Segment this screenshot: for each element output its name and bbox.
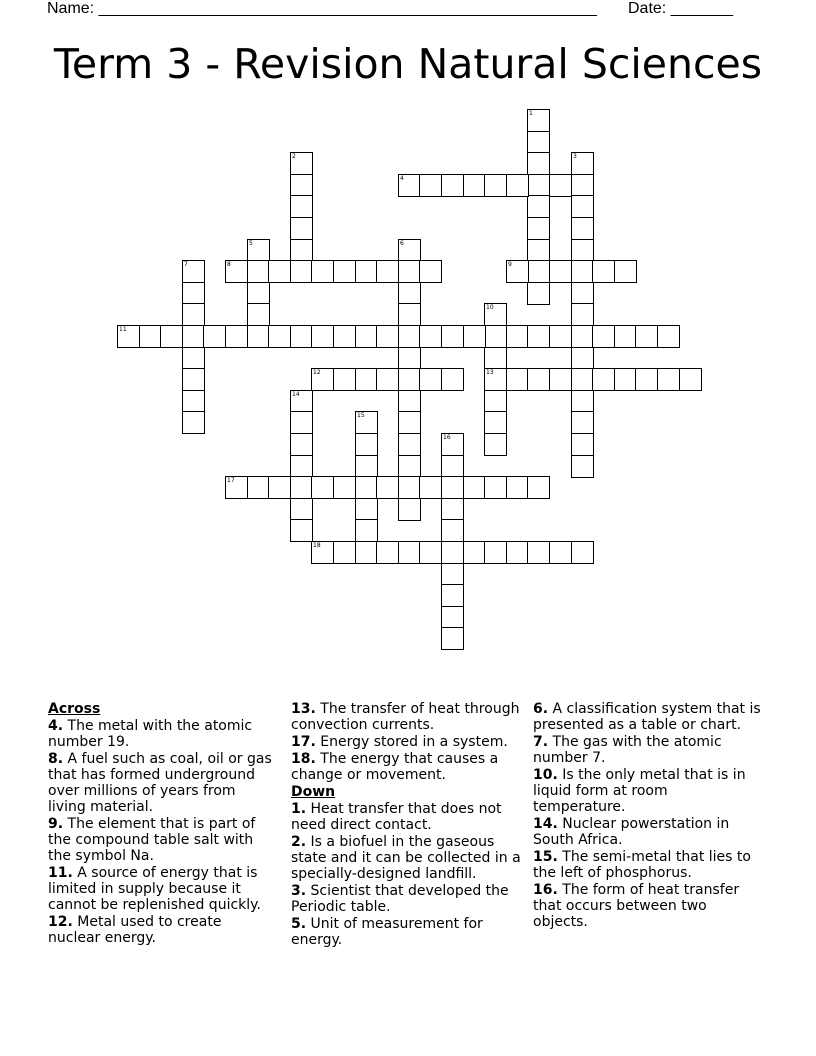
grid-cell[interactable] [355, 411, 378, 434]
grid-cell[interactable] [657, 368, 680, 391]
grid-cell[interactable] [527, 368, 550, 391]
grid-cell[interactable] [355, 368, 378, 391]
clue-number: 17 [227, 477, 235, 484]
clue-text: Scientist that developed the Periodic table. [291, 883, 509, 915]
grid-cell[interactable] [203, 325, 226, 348]
clue-number: 8 [227, 261, 231, 268]
grid-cell[interactable] [355, 433, 378, 456]
clue-number: 13 [486, 369, 494, 376]
grid-cell[interactable] [571, 433, 594, 456]
clue-number-label: 17. [291, 734, 316, 750]
clue-item [291, 801, 523, 833]
clue-text: Energy stored in a system. [315, 734, 508, 750]
clue-number-label: 14. [533, 816, 558, 832]
grid-cell[interactable] [290, 476, 313, 499]
grid-cell[interactable] [549, 325, 572, 348]
grid-cell[interactable] [441, 455, 464, 478]
grid-cell[interactable] [182, 411, 205, 434]
clue-item [533, 816, 763, 848]
grid-cell[interactable] [571, 541, 594, 564]
grid-cell[interactable] [398, 498, 421, 521]
grid-cell[interactable] [527, 282, 550, 305]
grid-cell[interactable] [592, 325, 615, 348]
grid-cell[interactable] [247, 325, 270, 348]
grid-cell[interactable] [290, 195, 313, 218]
clue-item [48, 865, 273, 913]
grid-cell[interactable] [311, 260, 334, 283]
clue-text: A fuel such as coal, oil or gas that has formed underground over millions of years from living material. [48, 751, 272, 815]
grid-cell[interactable] [506, 541, 529, 564]
grid-cell[interactable] [527, 152, 550, 175]
grid-cell[interactable] [441, 174, 464, 197]
grid-cell[interactable] [311, 325, 334, 348]
grid-cell[interactable] [549, 260, 572, 283]
grid-cell[interactable] [376, 476, 399, 499]
grid-cell[interactable] [484, 390, 507, 413]
grid-cell[interactable] [441, 519, 464, 542]
grid-cell[interactable] [247, 476, 270, 499]
grid-cell[interactable] [463, 476, 486, 499]
grid-cell[interactable] [398, 347, 421, 370]
clue-number-label: 3. [291, 883, 307, 899]
grid-cell[interactable] [527, 325, 550, 348]
grid-cell[interactable] [311, 541, 334, 564]
grid-cell[interactable] [333, 368, 356, 391]
clue-item [291, 751, 523, 783]
grid-cell[interactable] [527, 195, 550, 218]
clue-text: The form of heat transfer that occurs between two objects. [533, 882, 740, 930]
clue-number: 5 [249, 240, 253, 247]
grid-cell[interactable] [635, 368, 658, 391]
grid-cell[interactable] [311, 368, 334, 391]
name-field[interactable]: Name: ________________________________________________________ [47, 0, 597, 17]
clue-number: 12 [313, 369, 321, 376]
clue-number: 2 [292, 153, 296, 160]
clue-number-label: 10. [533, 767, 558, 783]
clue-number: 4 [400, 175, 404, 182]
clue-text: The element that is part of the compound table salt with the symbol Na. [48, 816, 256, 864]
grid-cell[interactable] [398, 455, 421, 478]
grid-cell[interactable] [355, 519, 378, 542]
grid-cell[interactable] [463, 174, 486, 197]
grid-cell[interactable] [441, 606, 464, 629]
clue-number-label: 13. [291, 701, 316, 717]
clue-text: Is a biofuel in the gaseous state and it can be collected in a specially-designed landfill. [291, 834, 521, 882]
clue-number: 9 [508, 261, 512, 268]
grid-cell[interactable] [527, 109, 550, 132]
grid-cell[interactable] [398, 476, 421, 499]
clue-number-label: 12. [48, 914, 73, 930]
clue-number: 10 [486, 304, 494, 311]
across-clue-list [48, 718, 273, 946]
grid-cell[interactable] [160, 325, 183, 348]
clues-column-1 [48, 701, 273, 947]
grid-cell[interactable] [290, 174, 313, 197]
clue-number: 6 [400, 240, 404, 247]
grid-cell[interactable] [333, 325, 356, 348]
grid-cell[interactable] [419, 325, 442, 348]
grid-cell[interactable] [419, 174, 442, 197]
grid-cell[interactable] [398, 174, 421, 197]
grid-cell[interactable] [484, 368, 507, 391]
grid-cell[interactable] [527, 131, 550, 154]
grid-cell[interactable] [441, 433, 464, 456]
grid-cell[interactable] [441, 584, 464, 607]
grid-cell[interactable] [441, 368, 464, 391]
clue-item [48, 914, 273, 946]
clue-text: The energy that causes a change or movement. [291, 751, 499, 783]
grid-cell[interactable] [571, 174, 594, 197]
clue-number: 7 [184, 261, 188, 268]
grid-cell[interactable] [484, 325, 507, 348]
grid-cell[interactable] [571, 303, 594, 326]
grid-cell[interactable] [484, 433, 507, 456]
clue-text: The semi-metal that lies to the left of phosphorus. [533, 849, 751, 881]
down-clue-list [291, 801, 523, 948]
grid-cell[interactable] [549, 174, 572, 197]
grid-cell[interactable] [571, 347, 594, 370]
grid-cell[interactable] [355, 541, 378, 564]
grid-cell[interactable] [614, 368, 637, 391]
clue-item [291, 883, 523, 915]
grid-cell[interactable] [506, 174, 529, 197]
clue-text: Heat transfer that does not need direct contact. [291, 801, 502, 833]
grid-cell[interactable] [182, 303, 205, 326]
grid-cell[interactable] [333, 476, 356, 499]
grid-cell[interactable] [139, 325, 162, 348]
grid-cell[interactable] [527, 476, 550, 499]
clues-column-2 [291, 701, 523, 949]
clue-number: 15 [357, 412, 365, 419]
grid-cell[interactable] [441, 476, 464, 499]
clues-column-3 [533, 701, 763, 931]
grid-cell[interactable] [290, 260, 313, 283]
grid-cell[interactable] [333, 260, 356, 283]
grid-cell[interactable] [441, 541, 464, 564]
date-field[interactable]: Date: _______ [628, 0, 733, 17]
grid-cell[interactable] [484, 303, 507, 326]
clue-number-label: 18. [291, 751, 316, 767]
grid-cell[interactable] [484, 347, 507, 370]
grid-cell[interactable] [571, 411, 594, 434]
grid-cell[interactable] [398, 433, 421, 456]
grid-cell[interactable] [290, 152, 313, 175]
grid-cell[interactable] [247, 239, 270, 262]
grid-cell[interactable] [376, 325, 399, 348]
grid-cell[interactable] [484, 541, 507, 564]
grid-cell[interactable] [247, 282, 270, 305]
clue-number: 14 [292, 391, 300, 398]
grid-cell[interactable] [398, 368, 421, 391]
grid-cell[interactable] [333, 541, 356, 564]
grid-cell[interactable] [355, 455, 378, 478]
across-clue-list-continued [291, 701, 523, 783]
grid-cell[interactable] [182, 390, 205, 413]
grid-cell[interactable] [225, 325, 248, 348]
page-title: Term 3 - Revision Natural Sciences [53, 40, 763, 88]
grid-cell[interactable] [268, 260, 291, 283]
grid-cell[interactable] [290, 498, 313, 521]
grid-cell[interactable] [506, 368, 529, 391]
clue-number-label: 15. [533, 849, 558, 865]
grid-cell[interactable] [549, 368, 572, 391]
grid-cell[interactable] [527, 217, 550, 240]
clue-number-label: 9. [48, 816, 64, 832]
grid-cell[interactable] [311, 476, 334, 499]
grid-cell[interactable] [355, 476, 378, 499]
grid-cell[interactable] [247, 260, 270, 283]
clue-number-label: 4. [48, 718, 64, 734]
grid-cell[interactable] [419, 368, 442, 391]
grid-cell[interactable] [225, 260, 248, 283]
clue-text: The metal with the atomic number 19. [48, 718, 253, 750]
clue-item [291, 834, 523, 882]
clue-item [533, 849, 763, 881]
grid-cell[interactable] [398, 303, 421, 326]
grid-cell[interactable] [290, 390, 313, 413]
grid-cell[interactable] [290, 519, 313, 542]
grid-cell[interactable] [527, 541, 550, 564]
grid-cell[interactable] [355, 325, 378, 348]
grid-cell[interactable] [571, 217, 594, 240]
grid-cell[interactable] [182, 325, 205, 348]
grid-cell[interactable] [398, 411, 421, 434]
grid-cell[interactable] [592, 368, 615, 391]
grid-cell[interactable] [571, 390, 594, 413]
clue-item [48, 816, 273, 864]
header [47, 0, 747, 20]
grid-cell[interactable] [635, 325, 658, 348]
grid-cell[interactable] [398, 325, 421, 348]
grid-cell[interactable] [484, 476, 507, 499]
across-heading: Across [48, 701, 101, 717]
grid-cell[interactable] [290, 217, 313, 240]
grid-cell[interactable] [290, 411, 313, 434]
grid-cell[interactable] [506, 260, 529, 283]
grid-cell[interactable] [376, 541, 399, 564]
clue-number-label: 5. [291, 916, 307, 932]
grid-cell[interactable] [376, 368, 399, 391]
grid-cell[interactable] [527, 260, 550, 283]
grid-cell[interactable] [614, 260, 637, 283]
grid-cell[interactable] [182, 347, 205, 370]
grid-cell[interactable] [527, 239, 550, 262]
grid-cell[interactable] [268, 325, 291, 348]
clue-item [533, 734, 763, 766]
grid-cell[interactable] [571, 282, 594, 305]
clue-number-label: 7. [533, 734, 549, 750]
clue-number: 16 [443, 434, 451, 441]
grid-cell[interactable] [398, 239, 421, 262]
grid-cell[interactable] [571, 239, 594, 262]
down-clue-list-continued [533, 701, 763, 930]
grid-cell[interactable] [225, 476, 248, 499]
clue-number-label: 11. [48, 865, 73, 881]
grid-cell[interactable] [571, 368, 594, 391]
grid-cell[interactable] [484, 411, 507, 434]
grid-cell[interactable] [527, 174, 550, 197]
clue-text: The transfer of heat through convection currents. [291, 701, 520, 733]
clue-number-label: 16. [533, 882, 558, 898]
grid-cell[interactable] [117, 325, 140, 348]
grid-cell[interactable] [592, 260, 615, 283]
grid-cell[interactable] [182, 368, 205, 391]
clue-number-label: 2. [291, 834, 307, 850]
grid-cell[interactable] [506, 325, 529, 348]
grid-cell[interactable] [268, 476, 291, 499]
grid-cell[interactable] [484, 174, 507, 197]
clue-text: A source of energy that is limited in supply because it cannot be replenished quickly. [48, 865, 261, 913]
clue-item [291, 916, 523, 948]
grid-cell[interactable] [419, 476, 442, 499]
clue-item [291, 734, 523, 750]
clue-item [48, 751, 273, 815]
grid-cell[interactable] [182, 282, 205, 305]
grid-cell[interactable] [290, 239, 313, 262]
grid-cell[interactable] [441, 325, 464, 348]
grid-cell[interactable] [290, 433, 313, 456]
clue-number: 18 [313, 542, 321, 549]
grid-cell[interactable] [398, 390, 421, 413]
clue-number: 3 [573, 153, 577, 160]
grid-cell[interactable] [419, 260, 442, 283]
grid-cell[interactable] [463, 325, 486, 348]
grid-cell[interactable] [355, 260, 378, 283]
clue-number: 11 [119, 326, 127, 333]
grid-cell[interactable] [571, 455, 594, 478]
grid-cell[interactable] [398, 541, 421, 564]
grid-cell[interactable] [441, 563, 464, 586]
clue-text: Nuclear powerstation in South Africa. [533, 816, 730, 848]
clue-number-label: 8. [48, 751, 64, 767]
grid-cell[interactable] [355, 498, 378, 521]
grid-cell[interactable] [182, 260, 205, 283]
down-heading: Down [291, 784, 336, 800]
grid-cell[interactable] [571, 195, 594, 218]
grid-cell[interactable] [398, 282, 421, 305]
clue-text: Unit of measurement for energy. [291, 916, 483, 948]
grid-cell[interactable] [549, 541, 572, 564]
clue-text: The gas with the atomic number 7. [533, 734, 722, 766]
grid-cell[interactable] [247, 303, 270, 326]
grid-cell[interactable] [376, 260, 399, 283]
grid-cell[interactable] [419, 541, 442, 564]
clue-number-label: 6. [533, 701, 549, 717]
clue-number-label: 1. [291, 801, 307, 817]
grid-cell[interactable] [571, 325, 594, 348]
grid-cell[interactable] [679, 368, 702, 391]
clue-item [48, 718, 273, 750]
clue-number: 1 [529, 110, 533, 117]
grid-cell[interactable] [290, 455, 313, 478]
grid-cell[interactable] [571, 260, 594, 283]
clue-text: A classification system that is presented as a table or chart. [533, 701, 761, 733]
grid-cell[interactable] [463, 541, 486, 564]
grid-cell[interactable] [441, 627, 464, 650]
grid-cell[interactable] [506, 476, 529, 499]
clue-text: Is the only metal that is in liquid form at room temperature. [533, 767, 746, 815]
clue-item [533, 767, 763, 815]
grid-cell[interactable] [398, 260, 421, 283]
clue-item [533, 701, 763, 733]
clue-item [291, 701, 523, 733]
clue-item [533, 882, 763, 930]
grid-cell[interactable] [441, 498, 464, 521]
clue-text: Metal used to create nuclear energy. [48, 914, 222, 946]
grid-cell[interactable] [657, 325, 680, 348]
grid-cell[interactable] [290, 325, 313, 348]
grid-cell[interactable] [571, 152, 594, 175]
grid-cell[interactable] [614, 325, 637, 348]
